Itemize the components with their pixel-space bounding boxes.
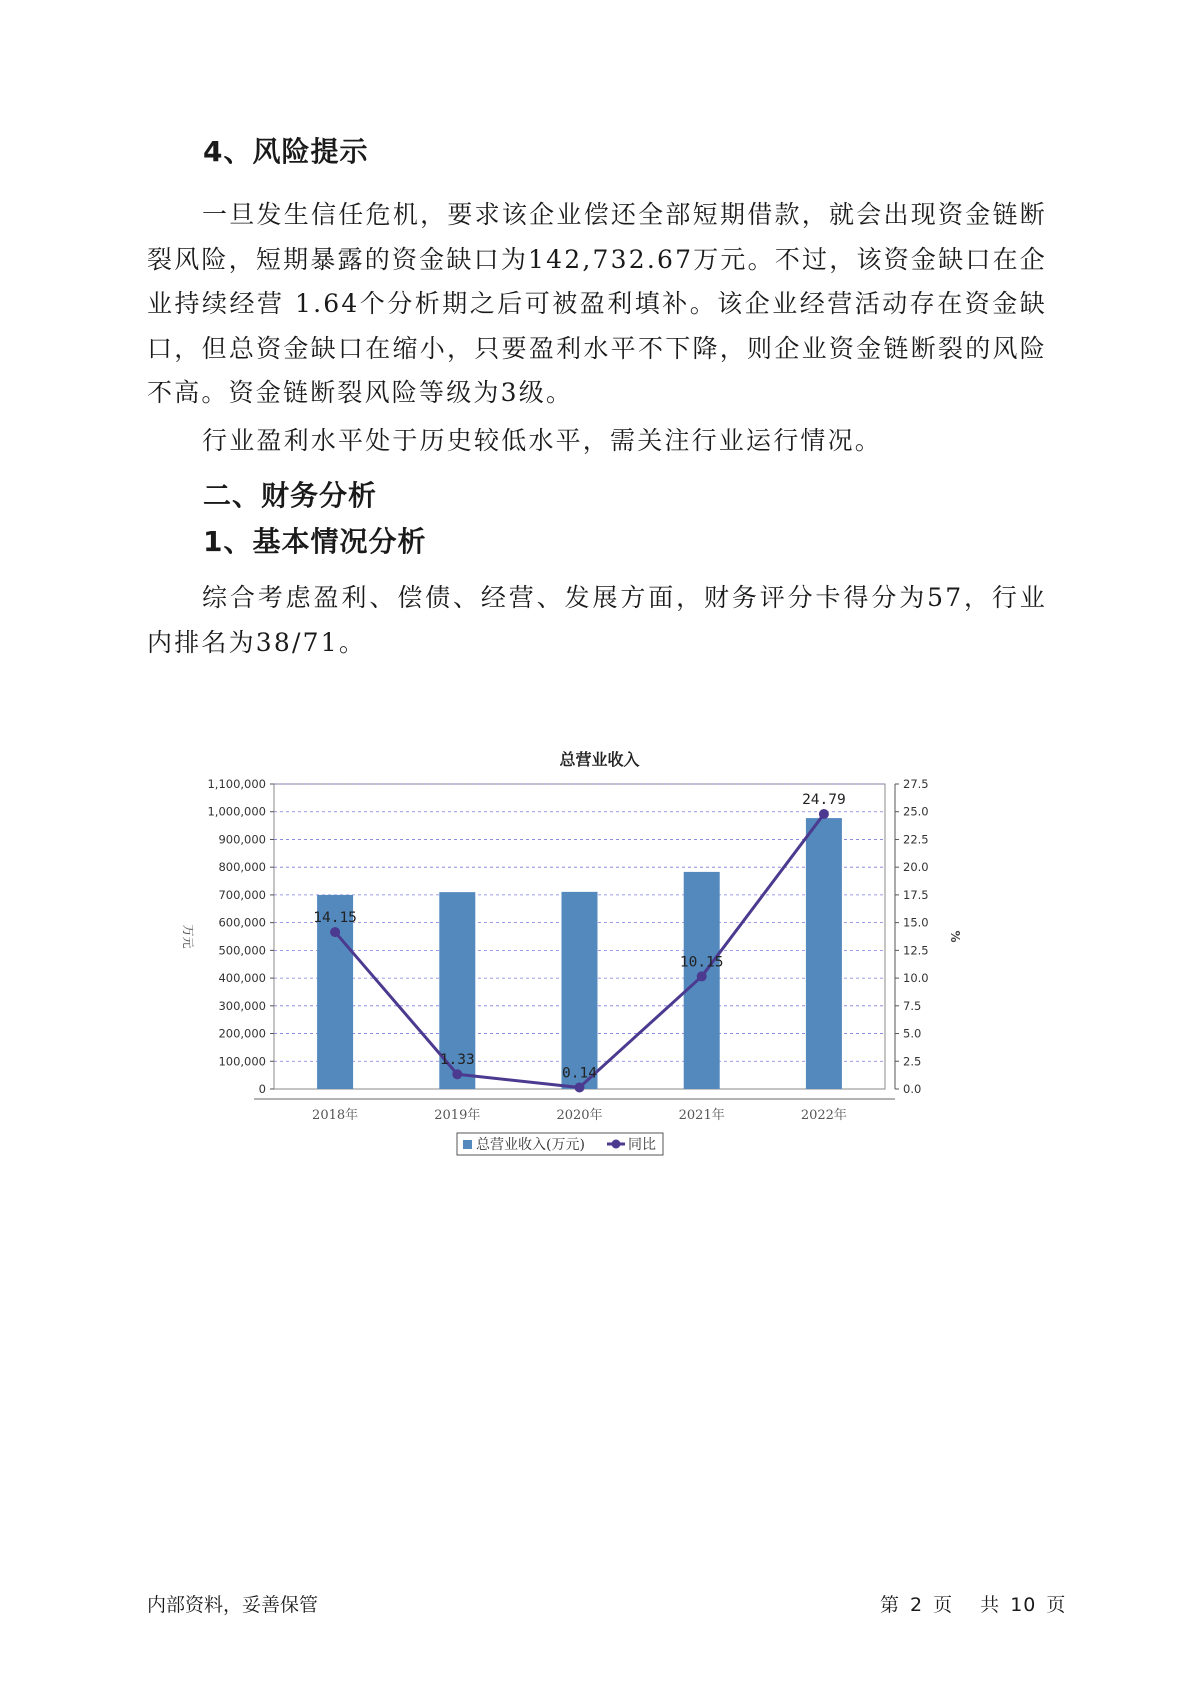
page-current: 2: [910, 1594, 924, 1616]
yoy-data-label: 14.15: [313, 910, 357, 927]
industry-paragraph: 行业盈利水平处于历史较低水平，需关注行业运行情况。: [202, 426, 883, 455]
y2-tick-label: 10.0: [903, 971, 929, 986]
section-heading-risk: 4、风险提示: [203, 135, 369, 168]
y-tick-label: 400,000: [218, 971, 266, 986]
page-total-unit: 页: [1046, 1594, 1067, 1616]
page-total: 10: [1010, 1594, 1037, 1616]
legend-line-label: 同比: [628, 1137, 656, 1153]
revenue-bar: [806, 818, 842, 1089]
y-tick-label: 500,000: [218, 943, 266, 958]
y-tick-label: 900,000: [218, 832, 266, 847]
legend-bar-swatch: [463, 1140, 472, 1149]
y2-tick-label: 20.0: [903, 860, 929, 875]
risk-paragraph: 一旦发生信任危机，要求该企业偿还全部短期借款，就会出现资金链断裂风险，短期暴露的资金缺口为142,732.67万元。不过，该资金缺口在企业持续经营 1.64个分析期之后可被盈利填补。该企业经营活动存在资金缺口，但总资金缺口在缩小，只要盈利水平不下降，则企业资金链断裂的风险不高。资金链断裂风险等级为3级。: [147, 200, 1047, 407]
y-tick-label: 1,100,000: [207, 777, 266, 791]
y2-tick-label: 2.5: [903, 1054, 922, 1069]
page-prefix: 第: [880, 1594, 901, 1616]
subsection-heading-basic: 1、基本情况分析: [203, 525, 427, 558]
yoy-point: [819, 809, 829, 819]
x-tick-label: 2021年: [678, 1108, 725, 1123]
x-tick-label: 2018年: [312, 1108, 359, 1123]
section-heading-finance: 二、财务分析: [203, 479, 378, 512]
score-paragraph: 综合考虑盈利、偿债、经营、发展方面，财务评分卡得分为57，行业内排名为38/71。: [147, 583, 1047, 657]
y2-tick-label: 5.0: [903, 1026, 922, 1041]
y2-axis-label: %: [948, 930, 962, 943]
yoy-point: [697, 971, 707, 981]
x-tick-label: 2020年: [556, 1108, 603, 1123]
footer-confidential: 内部资料，妥善保管: [147, 1594, 319, 1616]
revenue-chart-svg: [170, 730, 1040, 1190]
yoy-data-label: 10.15: [679, 954, 724, 971]
y2-tick-label: 17.5: [903, 887, 929, 902]
yoy-data-label: 24.79: [802, 792, 846, 809]
y2-tick-label: 25.0: [903, 804, 929, 819]
y2-tick-label: 22.5: [903, 832, 929, 847]
y-tick-label: 0: [258, 1082, 266, 1096]
y2-tick-label: 7.5: [903, 998, 922, 1013]
y2-tick-label: 12.5: [903, 943, 929, 958]
chart-title: 总营业收入: [559, 750, 640, 769]
legend-line-marker: [612, 1140, 621, 1149]
footer-page-number: [880, 1590, 1076, 1617]
y-tick-label: 700,000: [218, 887, 266, 902]
y-tick-label: 100,000: [218, 1054, 266, 1069]
y-tick-label: 600,000: [218, 915, 266, 930]
y2-tick-label: 15.0: [903, 915, 929, 930]
y2-tick-label: 27.5: [903, 777, 929, 791]
y-tick-label: 200,000: [218, 1026, 266, 1041]
y-tick-label: 300,000: [218, 998, 266, 1013]
yoy-point: [452, 1069, 462, 1079]
y-tick-label: 800,000: [218, 860, 266, 875]
revenue-chart: [170, 730, 1040, 1190]
y-axis-label: 万元: [181, 924, 195, 949]
page-unit: 页: [933, 1594, 954, 1616]
y-tick-label: 1,000,000: [207, 804, 266, 819]
y2-tick-label: 0.0: [903, 1082, 922, 1096]
yoy-data-label: 0.14: [562, 1065, 597, 1082]
page-total-prefix: 共: [980, 1594, 1001, 1616]
x-tick-label: 2019年: [434, 1108, 481, 1123]
x-tick-label: 2022年: [800, 1108, 847, 1123]
yoy-point: [330, 927, 340, 937]
yoy-data-label: 1.33: [439, 1052, 475, 1069]
legend-bar-label: 总营业收入(万元): [476, 1137, 585, 1153]
revenue-bar: [562, 892, 598, 1089]
yoy-point: [575, 1082, 585, 1092]
